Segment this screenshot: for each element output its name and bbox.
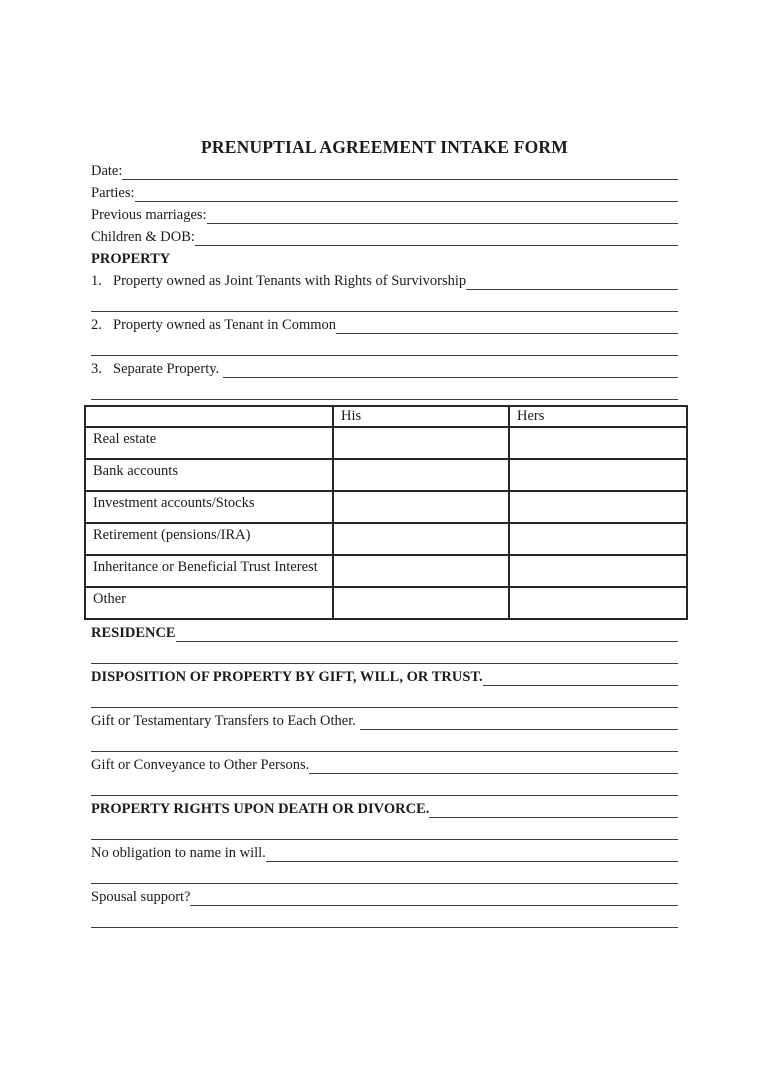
table-row-investment-accounts	[85, 491, 687, 523]
section-property-rights-continuation	[91, 820, 678, 842]
assets-table	[84, 405, 688, 620]
residence-fill-line[interactable]	[176, 622, 678, 642]
property-item-2-fill-line-2[interactable]	[91, 336, 678, 356]
field-label-previous-marriages: Previous marriages:	[91, 207, 207, 223]
property-item-3	[91, 358, 678, 380]
property-rights-fill-line-2[interactable]	[91, 820, 678, 840]
row-label-investment-accounts: Investment accounts/Stocks	[85, 491, 333, 523]
property-item-1-fill-line-2[interactable]	[91, 292, 678, 312]
cell-real-estate-hers[interactable]	[509, 427, 687, 459]
section-disposition-continuation	[91, 688, 678, 710]
field-row-date	[91, 160, 678, 182]
section-residence	[91, 622, 678, 644]
property-item-3-fill-line-2[interactable]	[91, 380, 678, 400]
table-row-bank-accounts	[85, 459, 687, 491]
property-item-2-label: Property owned as Tenant in Common	[113, 317, 337, 333]
parties-fill-line[interactable]	[135, 182, 679, 202]
property-item-3-fill-line[interactable]	[223, 358, 678, 378]
field-row-previous-marriages	[91, 204, 678, 226]
section-disposition	[91, 666, 678, 688]
property-item-1-number: 1.	[91, 273, 102, 289]
section-conveyance-other-persons	[91, 754, 678, 776]
field-label-children-dob: Children & DOB:	[91, 229, 195, 245]
table-header-hers: Hers	[509, 406, 687, 427]
cell-inheritance-hers[interactable]	[509, 555, 687, 587]
children-dob-fill-line[interactable]	[195, 226, 678, 246]
cell-retirement-hers[interactable]	[509, 523, 687, 555]
section-label-testamentary-transfers: Gift or Testamentary Transfers to Each Other.	[91, 713, 360, 729]
conveyance-other-persons-fill-line[interactable]	[309, 754, 678, 774]
section-label-disposition: DISPOSITION OF PROPERTY BY GIFT, WILL, OR TRUST.	[91, 669, 483, 685]
section-testamentary-transfers-continuation	[91, 732, 678, 754]
property-item-3-number: 3.	[91, 361, 102, 377]
form-content	[91, 137, 678, 930]
property-item-1-fill-line[interactable]	[466, 270, 678, 290]
cell-real-estate-his[interactable]	[333, 427, 509, 459]
section-label-spousal-support: Spousal support?	[91, 889, 191, 905]
row-label-real-estate: Real estate	[85, 427, 333, 459]
section-residence-continuation	[91, 644, 678, 666]
row-label-retirement: Retirement (pensions/IRA)	[85, 523, 333, 555]
spousal-support-fill-line-2[interactable]	[91, 908, 678, 928]
table-row-real-estate	[85, 427, 687, 459]
page-title: PRENUPTIAL AGREEMENT INTAKE FORM	[201, 137, 568, 157]
field-label-date: Date:	[91, 163, 123, 179]
previous-marriages-fill-line[interactable]	[207, 204, 678, 224]
spousal-support-fill-line[interactable]	[190, 886, 678, 906]
testamentary-transfers-fill-line-2[interactable]	[91, 732, 678, 752]
section-no-obligation-will-continuation	[91, 864, 678, 886]
section-testamentary-transfers	[91, 710, 678, 732]
table-header-blank	[85, 406, 333, 427]
property-item-2	[91, 314, 678, 336]
section-spousal-support-continuation	[91, 908, 678, 930]
cell-bank-accounts-his[interactable]	[333, 459, 509, 491]
section-no-obligation-will	[91, 842, 678, 864]
cell-investment-accounts-his[interactable]	[333, 491, 509, 523]
residence-fill-line-2[interactable]	[91, 644, 678, 664]
table-row-inheritance	[85, 555, 687, 587]
property-item-1-continuation	[91, 292, 678, 314]
property-item-1	[91, 270, 678, 292]
disposition-fill-line-2[interactable]	[91, 688, 678, 708]
cell-other-hers[interactable]	[509, 587, 687, 619]
property-section-heading	[91, 248, 678, 270]
property-heading-label: PROPERTY	[91, 251, 171, 267]
table-header-his: His	[333, 406, 509, 427]
table-row-other	[85, 587, 687, 619]
property-item-3-label: Separate Property.	[113, 361, 223, 377]
table-header-row	[85, 406, 687, 427]
cell-other-his[interactable]	[333, 587, 509, 619]
cell-retirement-his[interactable]	[333, 523, 509, 555]
property-item-2-number: 2.	[91, 317, 102, 333]
section-conveyance-other-persons-continuation	[91, 776, 678, 798]
section-spousal-support	[91, 886, 678, 908]
field-label-parties: Parties:	[91, 185, 135, 201]
field-row-children-dob	[91, 226, 678, 248]
cell-bank-accounts-hers[interactable]	[509, 459, 687, 491]
date-fill-line[interactable]	[122, 160, 678, 180]
section-label-conveyance-other-persons: Gift or Conveyance to Other Persons.	[91, 757, 310, 773]
property-rights-fill-line[interactable]	[429, 798, 678, 818]
no-obligation-will-fill-line[interactable]	[266, 842, 678, 862]
property-item-2-fill-line[interactable]	[336, 314, 678, 334]
disposition-fill-line[interactable]	[483, 666, 678, 686]
field-row-parties	[91, 182, 678, 204]
property-item-3-continuation	[91, 380, 678, 402]
property-item-1-label: Property owned as Joint Tenants with Rights of Survivorship	[113, 273, 467, 289]
cell-inheritance-his[interactable]	[333, 555, 509, 587]
row-label-bank-accounts: Bank accounts	[85, 459, 333, 491]
cell-investment-accounts-hers[interactable]	[509, 491, 687, 523]
row-label-other: Other	[85, 587, 333, 619]
conveyance-other-persons-fill-line-2[interactable]	[91, 776, 678, 796]
testamentary-transfers-fill-line[interactable]	[360, 710, 678, 730]
no-obligation-will-fill-line-2[interactable]	[91, 864, 678, 884]
section-label-residence: RESIDENCE	[91, 625, 176, 641]
section-label-no-obligation-will: No obligation to name in will.	[91, 845, 266, 861]
row-label-inheritance: Inheritance or Beneficial Trust Interest	[85, 555, 333, 587]
section-property-rights	[91, 798, 678, 820]
property-item-2-continuation	[91, 336, 678, 358]
table-row-retirement	[85, 523, 687, 555]
section-label-property-rights: PROPERTY RIGHTS UPON DEATH OR DIVORCE.	[91, 801, 430, 817]
